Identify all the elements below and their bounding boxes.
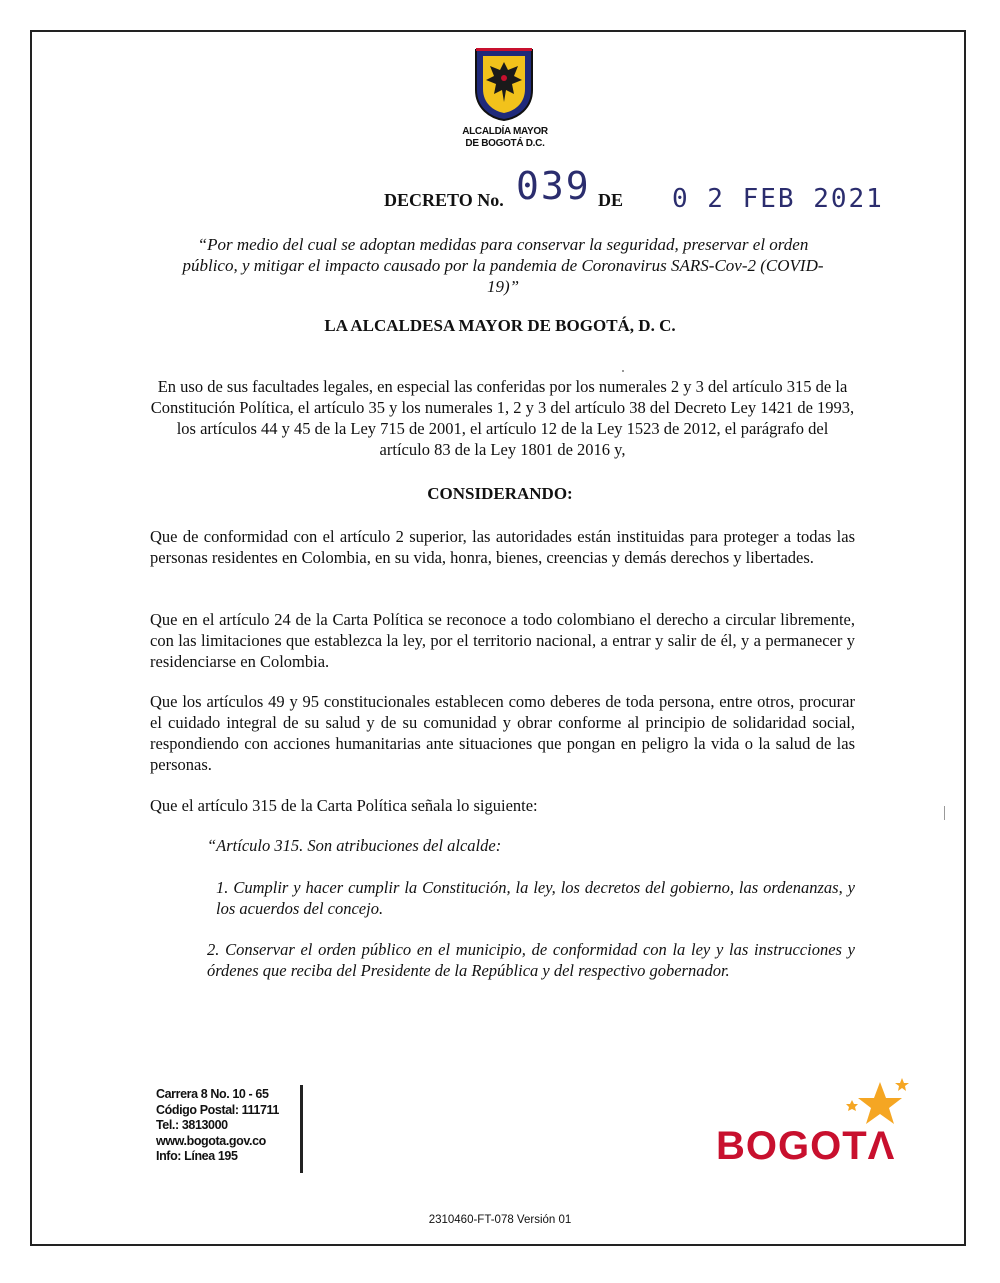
address-divider: [300, 1085, 303, 1173]
institution-line-1: ALCALDÍA MAYOR: [462, 126, 548, 137]
preamble-text: En uso de sus facultades legales, en especial las conferidas por los numerales 2 y 3 del artículo 315 de la Constitución Política, el artículo 35 y los numerales 1, 2 y 3 del artículo 38 del Decreto Ley 1421 de 1993, los artículos 44 y 45 de la Ley 715 de 2001, el artículo 12 de la Ley 1523 de 2012, el parágrafo del artículo 83 de la Ley 1801 de 2016 y,: [150, 377, 855, 459]
institution-label: [420, 126, 590, 150]
decree-subject: “Por medio del cual se adoptan medidas para conservar la seguridad, preservar el orden público, y mitigar el impacto causado por la pandemia de Coronavirus SARS-Cov-2 (COVID-19)”: [182, 235, 824, 296]
phone-line: Tel.: 3813000: [156, 1118, 228, 1132]
coat-of-arms-icon: [472, 46, 536, 122]
institution-line-2: DE BOGOTÁ D.C.: [465, 138, 545, 149]
scan-speck: [622, 370, 624, 372]
paragraph-1: Que de conformidad con el artículo 2 superior, las autoridades están instituidas para proteger a todas las personas residentes en Colombia, en su vida, honra, bienes, creencias y demás derechos y libertades.: [150, 527, 855, 567]
postal-code-line: Código Postal: 111711: [156, 1102, 279, 1117]
scan-speck: [944, 806, 945, 820]
decree-date-stamp: 0 2 FEB 2021: [672, 184, 884, 214]
quote-item-2: 2. Conservar el orden público en el municipio, de conformidad con la ley y las instrucciones y órdenes que reciba del Presidente de la República y del respectivo gobernador.: [207, 940, 855, 980]
decree-de-label: DE: [598, 190, 624, 210]
info-line: Info: Línea 195: [156, 1149, 238, 1163]
paragraph-3: Que los artículos 49 y 95 constitucionales establecen como deberes de toda persona, entre otros, procurar el cuidado integral de su salud y de su comunidad y obrar conforme al principio de solidaridad social, respondiendo con acciones humanitarias ante situaciones que pongan en peligro la vida o la salud de las personas.: [150, 692, 855, 774]
paragraph-4: Que el artículo 315 de la Carta Política señala lo siguiente:: [150, 796, 538, 815]
quote-heading: “Artículo 315. Son atribuciones del alcalde:: [207, 836, 502, 855]
issuing-authority: LA ALCALDESA MAYOR DE BOGOTÁ, D. C.: [324, 316, 676, 335]
form-code: 2310460-FT-078 Versión 01: [428, 1214, 572, 1226]
paragraph-2: Que en el artículo 24 de la Carta Política se reconoce a todo colombiano el derecho a circular libremente, con las limitaciones que establezca la ley, por el territorio nacional, a entrar y salir de él, y a permanecer y residenciarse en Colombia.: [150, 610, 855, 671]
bogota-logo: BOGOTΛ: [716, 1124, 896, 1168]
website-line[interactable]: www.bogota.gov.co: [156, 1133, 266, 1148]
considering-heading: CONSIDERANDO:: [427, 484, 573, 503]
decree-prefix: DECRETO No.: [384, 190, 504, 210]
decree-header: [0, 160, 1000, 220]
address-line: Carrera 8 No. 10 - 65: [156, 1087, 269, 1101]
quote-item-1: 1. Cumplir y hacer cumplir la Constitución, la ley, los decretos del gobierno, las ordenanzas, y los acuerdos del concejo.: [216, 878, 855, 918]
contact-address-block: [156, 1087, 302, 1165]
decree-number-stamp: 039: [516, 164, 591, 208]
